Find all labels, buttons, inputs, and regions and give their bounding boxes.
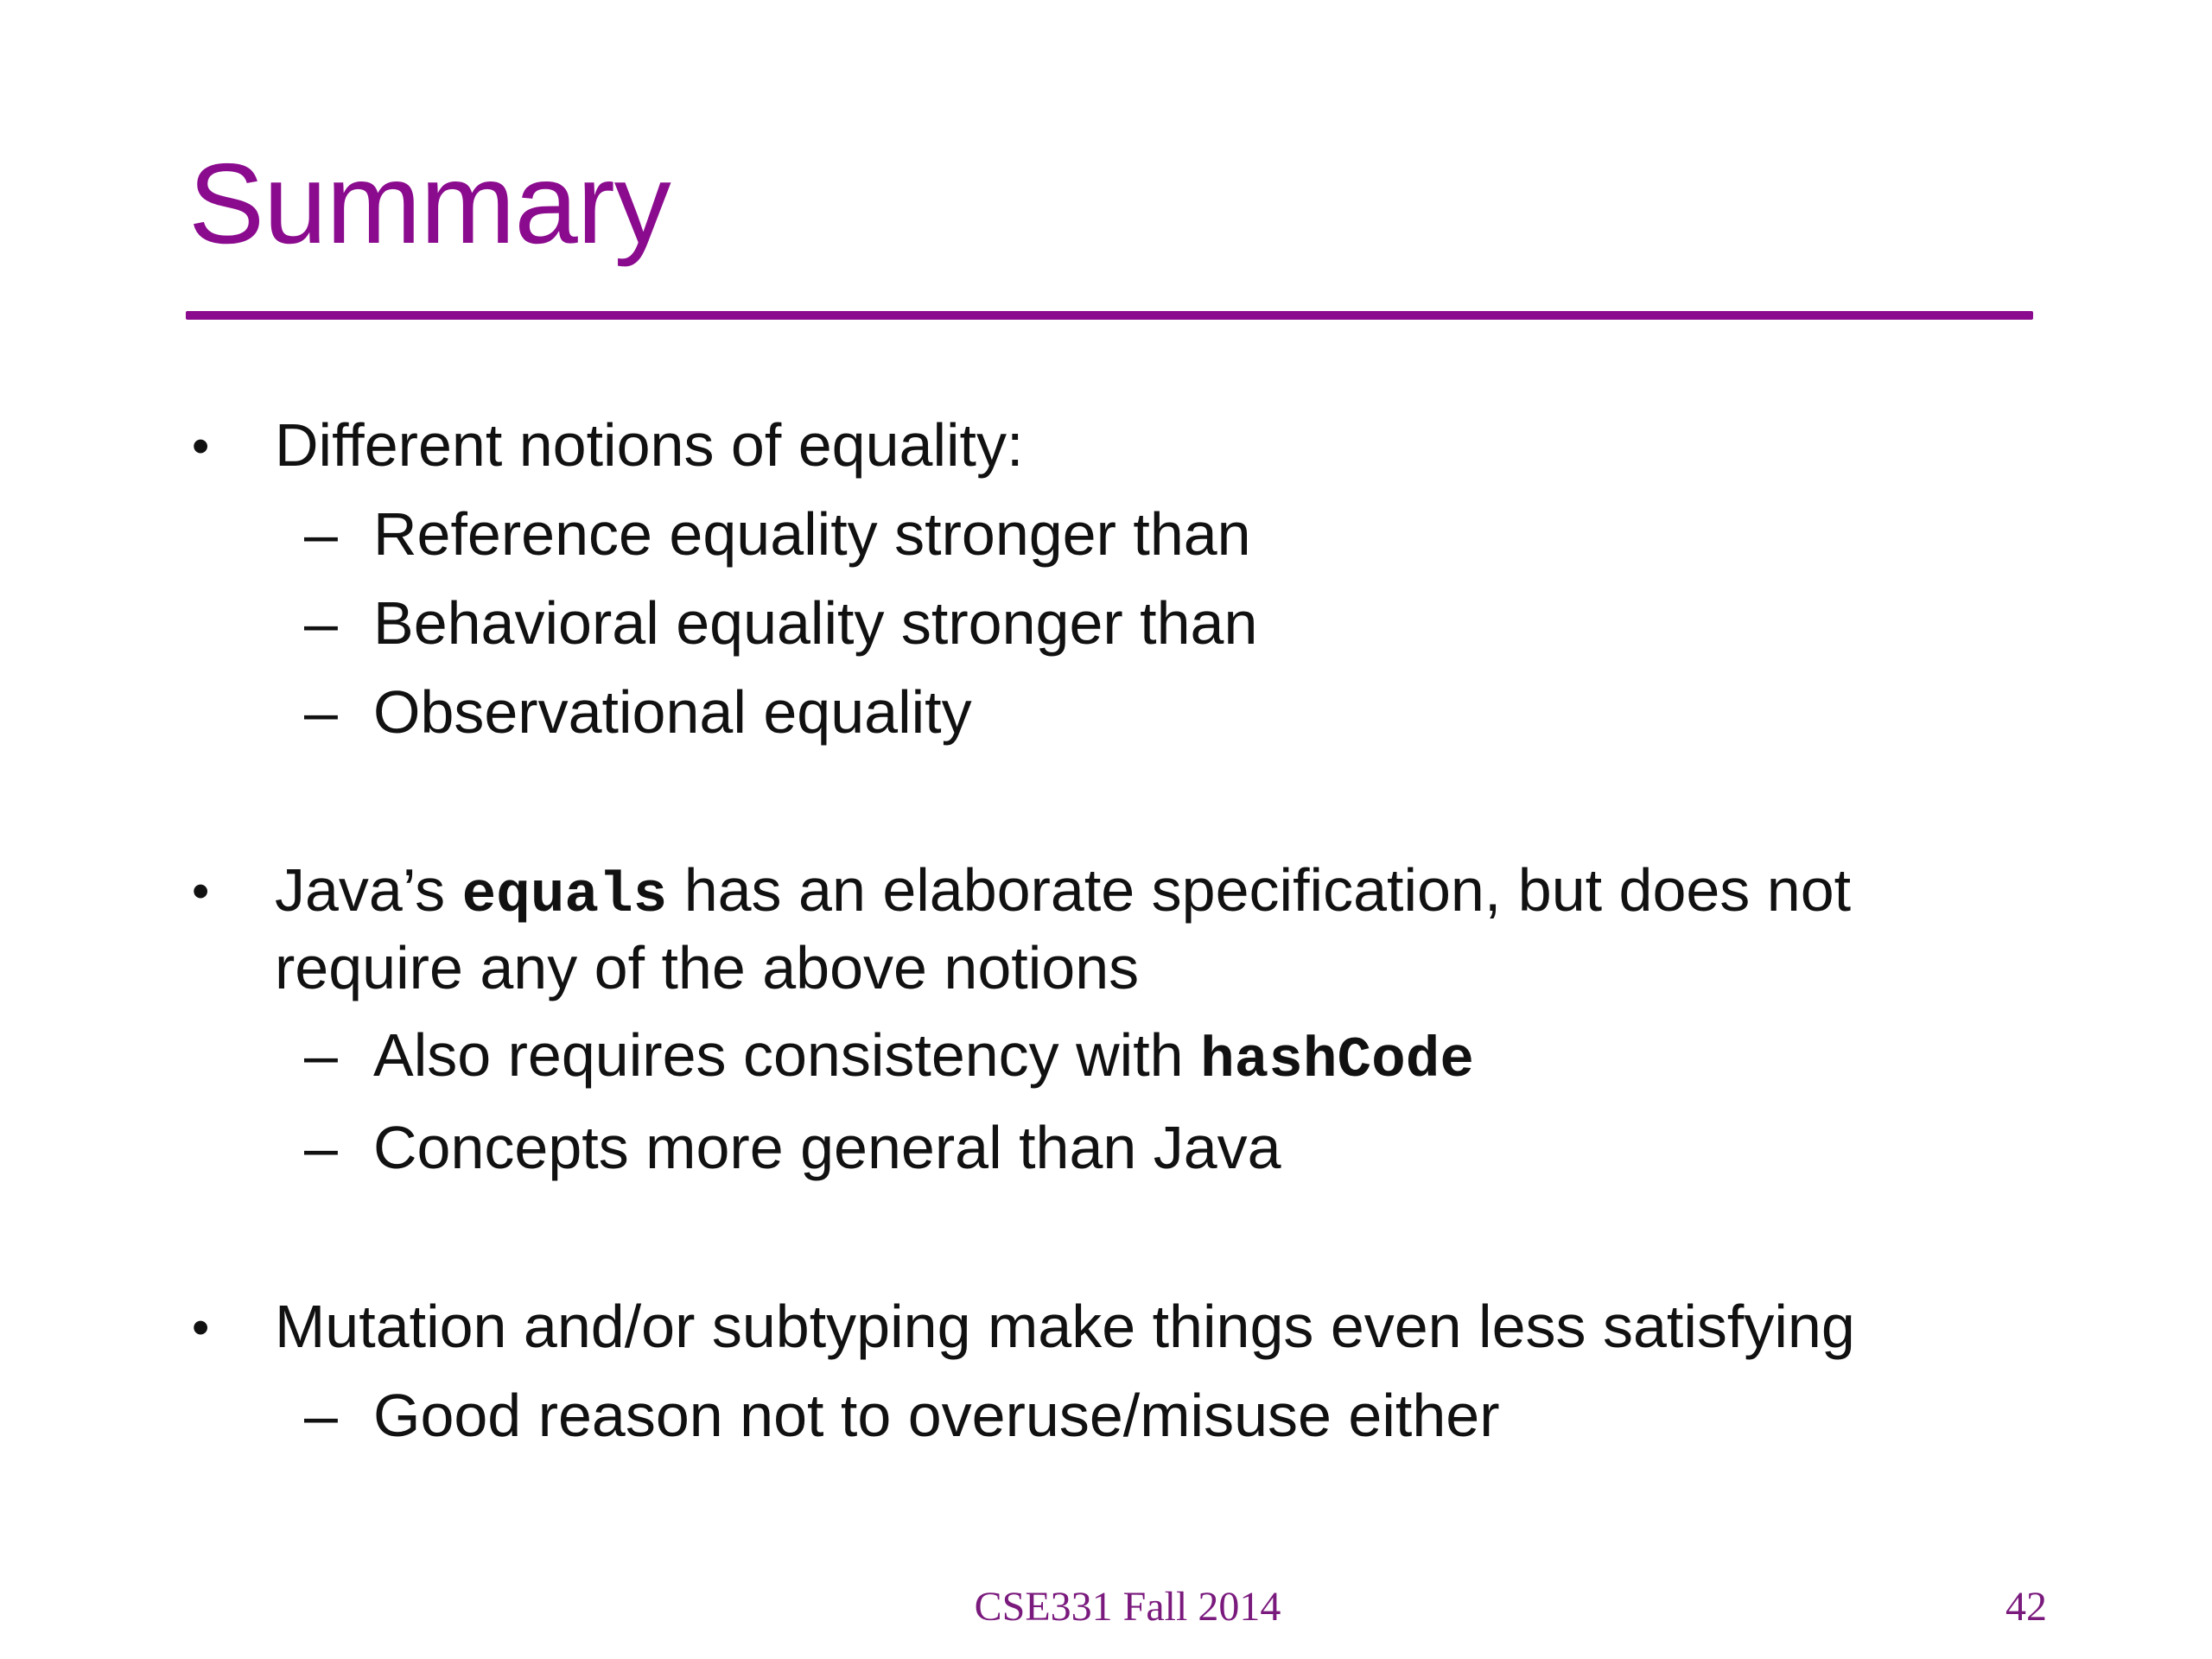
bullet-2-text-after: has an elaborate specification, but does not: [667, 856, 1852, 924]
sub-bullet-marker: –: [304, 1382, 338, 1449]
bullet-marker: •: [192, 863, 210, 919]
bullet-marker: •: [192, 1300, 210, 1356]
sub-bullet-marker: –: [304, 1114, 338, 1181]
bullet-1-sub-3: Observational equality: [373, 678, 972, 746]
sub-bullet-marker: –: [304, 500, 338, 568]
bullet-2-line-2: require any of the above notions: [275, 934, 1140, 1001]
sub-bullet-marker: –: [304, 589, 338, 657]
bullet-1-sub-1: Reference equality stronger than: [373, 500, 1251, 568]
bullet-1-text: Different notions of equality:: [275, 411, 1024, 479]
footer-page-number: 42: [2005, 1584, 2047, 1630]
bullet-marker: •: [192, 418, 210, 474]
bullet-3-sub-1: Good reason not to overuse/misuse either: [373, 1382, 1500, 1449]
bullet-2-sub-2: Concepts more general than Java: [373, 1114, 1281, 1181]
bullet-2-text-before: Java’s: [275, 856, 462, 924]
code-hashcode: hashCode: [1200, 1028, 1474, 1093]
bullet-1-sub-2: Behavioral equality stronger than: [373, 589, 1258, 657]
bullet-2-sub-1: [373, 1021, 1474, 1093]
sub-bullet-marker: –: [304, 678, 338, 746]
footer-course: CSE331 Fall 2014: [974, 1584, 1281, 1630]
slide-title: Summary: [188, 140, 671, 267]
bullet-3-text: Mutation and/or subtyping make things even less satisfying: [275, 1293, 1855, 1360]
code-equals: equals: [461, 863, 668, 928]
sub-bullet-marker: –: [304, 1021, 338, 1089]
bullet-2-sub-1-text: Also requires consistency with: [373, 1021, 1201, 1089]
bullet-2-line-1: [275, 856, 1852, 928]
